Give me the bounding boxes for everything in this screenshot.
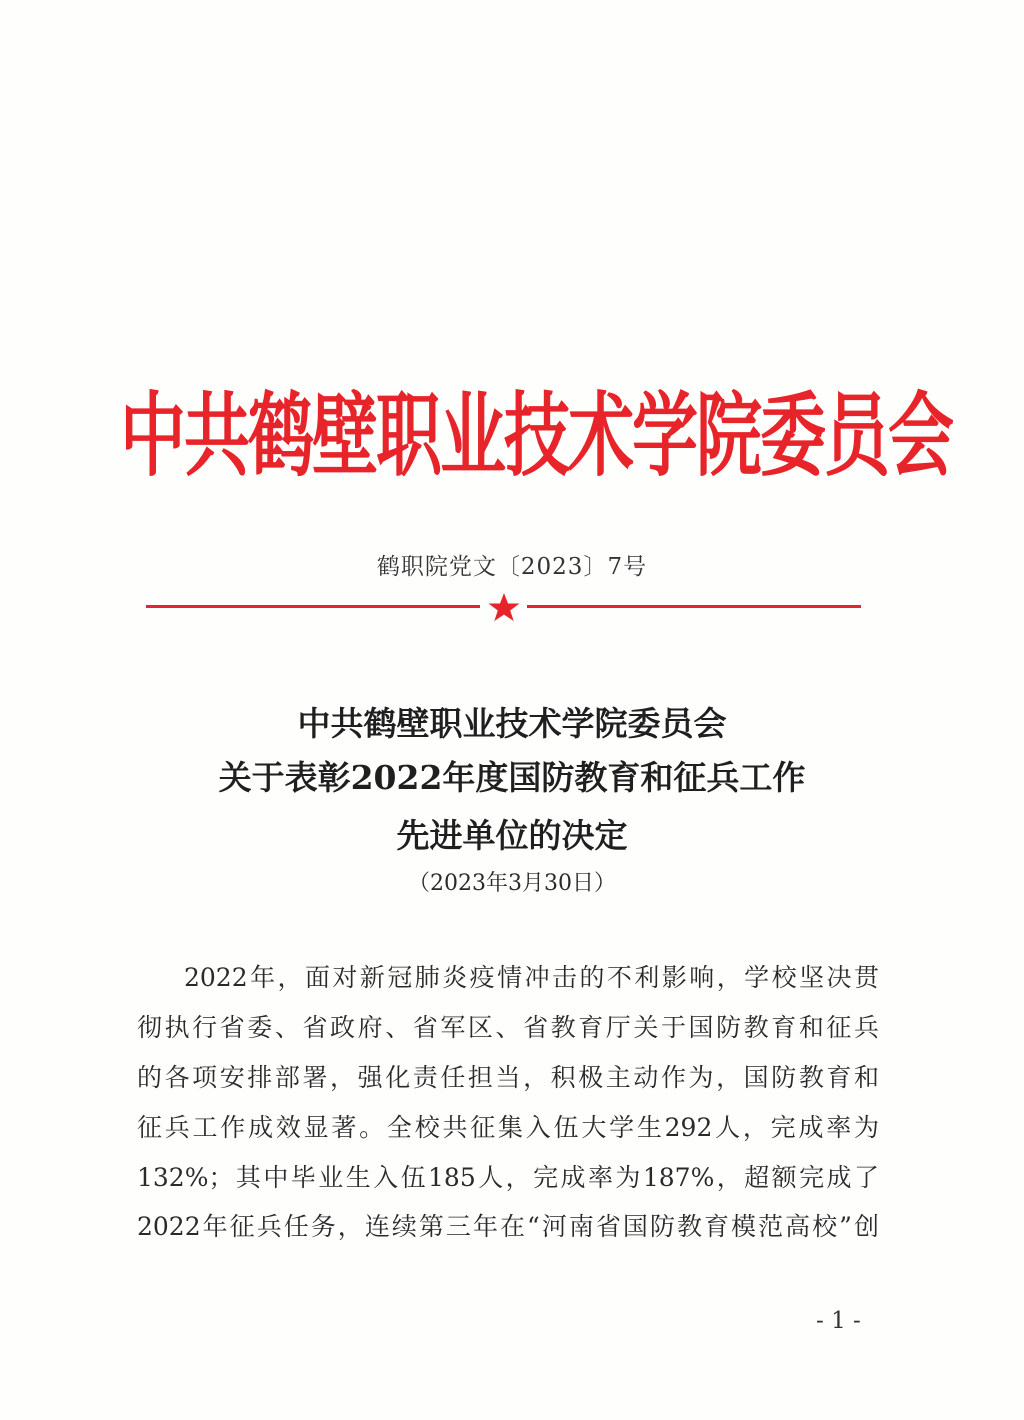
document-title-line-1: 中共鹤壁职业技术学院委员会: [297, 704, 727, 743]
document-date: （2023年3月30日）: [408, 871, 616, 896]
issuer-red-header: 中共鹤壁职业技术学院委员会: [120, 382, 952, 489]
body-line: 征兵工作成效显著。全校共征集入伍大学生292人，完成率为: [137, 1113, 879, 1142]
body-line: 132%；其中毕业生入伍185人，完成率为187%，超额完成了: [137, 1163, 879, 1192]
page-number: - 1 -: [816, 1308, 861, 1334]
red-rule-left: [146, 605, 480, 608]
body-line: 2022年，面对新冠肺炎疫情冲击的不利影响，学校坚决贯: [184, 963, 879, 992]
document-number: 鹤职院党文〔2023〕7号: [376, 554, 648, 580]
red-rule-right: [527, 605, 861, 608]
document-title-line-3: 先进单位的决定: [396, 816, 628, 855]
body-line: 彻执行省委、省政府、省军区、省教育厅关于国防教育和征兵: [137, 1013, 879, 1042]
body-line: 2022年征兵任务，连续第三年在“河南省国防教育模范高校”创: [137, 1212, 879, 1241]
red-star-icon: [487, 592, 521, 622]
body-line: 的各项安排部署，强化责任担当，积极主动作为，国防教育和: [137, 1063, 879, 1092]
document-title-line-2: 关于表彰2022年度国防教育和征兵工作: [218, 758, 806, 797]
